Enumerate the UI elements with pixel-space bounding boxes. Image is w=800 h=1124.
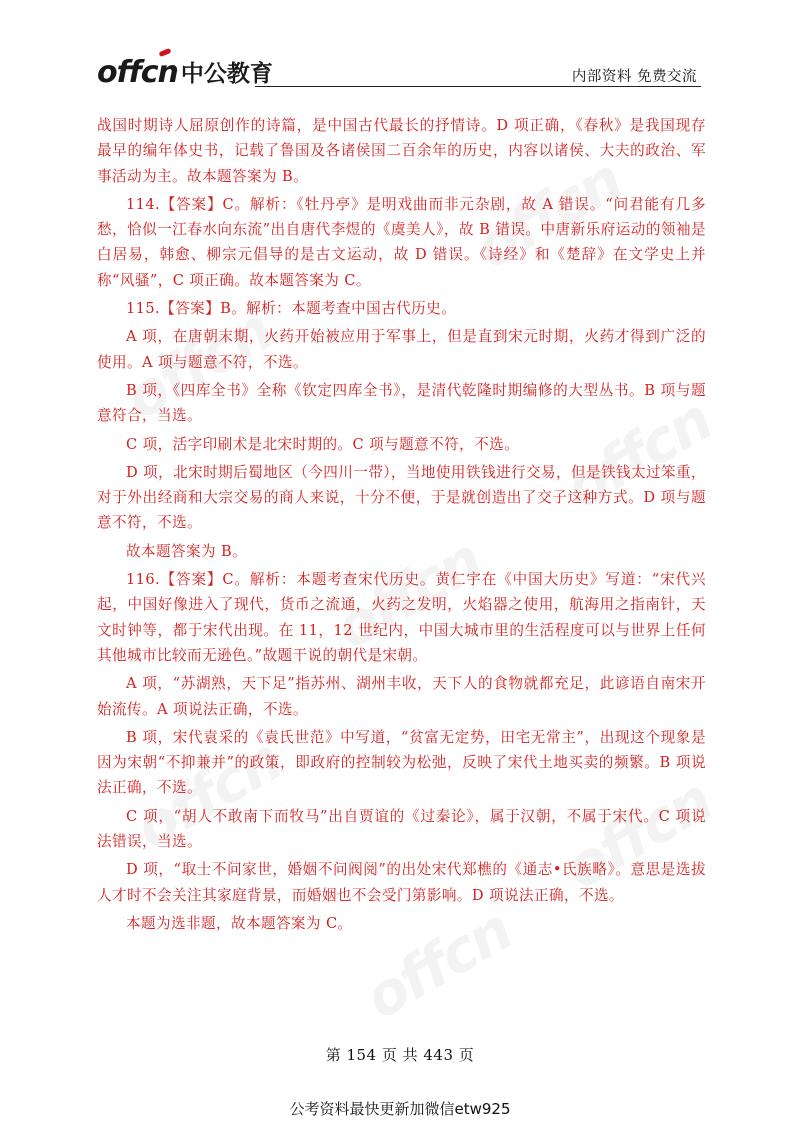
header-tagline: 内部资料 免费交流 xyxy=(571,69,697,85)
document-body xyxy=(97,113,706,936)
answer-114: 114.【答案】C。解析：《牡丹亭》是明戏曲而非元杂剧，故 A 错误。“问君能有几多愁，恰似一江春水向东流”出自唐代李煜的《虞美人》，故 B 错误。中唐新乐府运动的领袖是白居易，韩愈、柳宗元倡导的是古文运动，故 D 错误。《诗经》和《楚辞》在文学史上并称“风骚”，C 项正确。故本题答案为 C。 xyxy=(97,195,706,289)
option-d: D 项，北宋时期后蜀地区（今四川一带），当地使用铁钱进行交易，但是铁钱太过笨重，对于外出经商和大宗交易的商人来说，十分不便，于是就创造出了交子这种方式。D 项与题意不符，不选。 xyxy=(97,463,706,532)
answer-116: 116.【答案】C。解析：本题考查宋代历史。黄仁宇在《中国大历史》写道：“宋代兴起，中国好像进入了现代，货币之流通，火药之发明，火焰器之使用，航海用之指南针，天文时钟等，都于宋代出现。在 11，12 世纪内，中国大城市里的生活程度可以与世界上任何其他城市比较而无逊色。”故题干说的朝代是宋朝。 xyxy=(97,571,706,664)
logo-latin-text: offcn xyxy=(97,55,178,90)
page-header xyxy=(97,56,701,88)
header-rule xyxy=(255,86,701,87)
answer-conclusion: 故本题答案为 B。 xyxy=(126,542,248,560)
answer-115: 115.【答案】B。解析：本题考查中国古代历史。 xyxy=(126,300,457,318)
answer-conclusion: 本题为选非题，故本题答案为 C。 xyxy=(126,914,353,932)
option-d: D 项，“取士不问家世，婚姻不问阀阅”的出处宋代郑樵的《通志•氏族略》。意思是选拔人才时不会关注其家庭背景，而婚姻也不会受门第影响。D 项说法正确，不选。 xyxy=(97,861,706,904)
footer-note: 公考资料最快更新加微信etw925 xyxy=(289,1100,511,1118)
option-b: B 项，《四库全书》全称《钦定四库全书》，是清代乾隆时期编修的大型丛书。B 项与题意符合，当选。 xyxy=(97,381,706,425)
option-c: C 项，“胡人不敢南下而牧马”出自贾谊的《过秦论》，属于汉朝，不属于宋代。C 项说法错误，当选。 xyxy=(97,807,706,851)
option-c: C 项，活字印刷术是北宋时期的。C 项与题意不符，不选。 xyxy=(126,435,520,453)
logo-chinese-text: 中公教育 xyxy=(180,61,273,87)
option-b: B 项，宋代袁采的《袁氏世范》中写道，“贫富无定势，田宅无常主”，出现这个现象是因为宋朝“不抑兼并”的政策，即政府的控制较为松弛，反映了宋代土地买卖的频繁。B 项说法正确，不选。 xyxy=(97,728,706,797)
option-a: A 项，“苏湖熟，天下足”指苏州、湖州丰收，天下人的食物就都充足，此谚语自南宋开始流传。A 项说法正确，不选。 xyxy=(97,675,706,718)
offcn-logo xyxy=(97,56,273,88)
page-number: 第 154 页 共 443 页 xyxy=(325,1046,475,1064)
paragraph: 战国时期诗人屈原创作的诗篇，是中国古代最长的抒情诗。D 项正确，《春秋》是我国现存最早的编年体史书，记载了鲁国及各诸侯国二百余年的历史，内容以诸侯、大夫的政治、军事活动为主。故本题答案为 B。 xyxy=(97,117,706,185)
option-a: A 项，在唐朝末期，火药开始被应用于军事上，但是直到宋元时期，火药才得到广泛的使用。A 项与题意不符，不选。 xyxy=(97,328,706,371)
